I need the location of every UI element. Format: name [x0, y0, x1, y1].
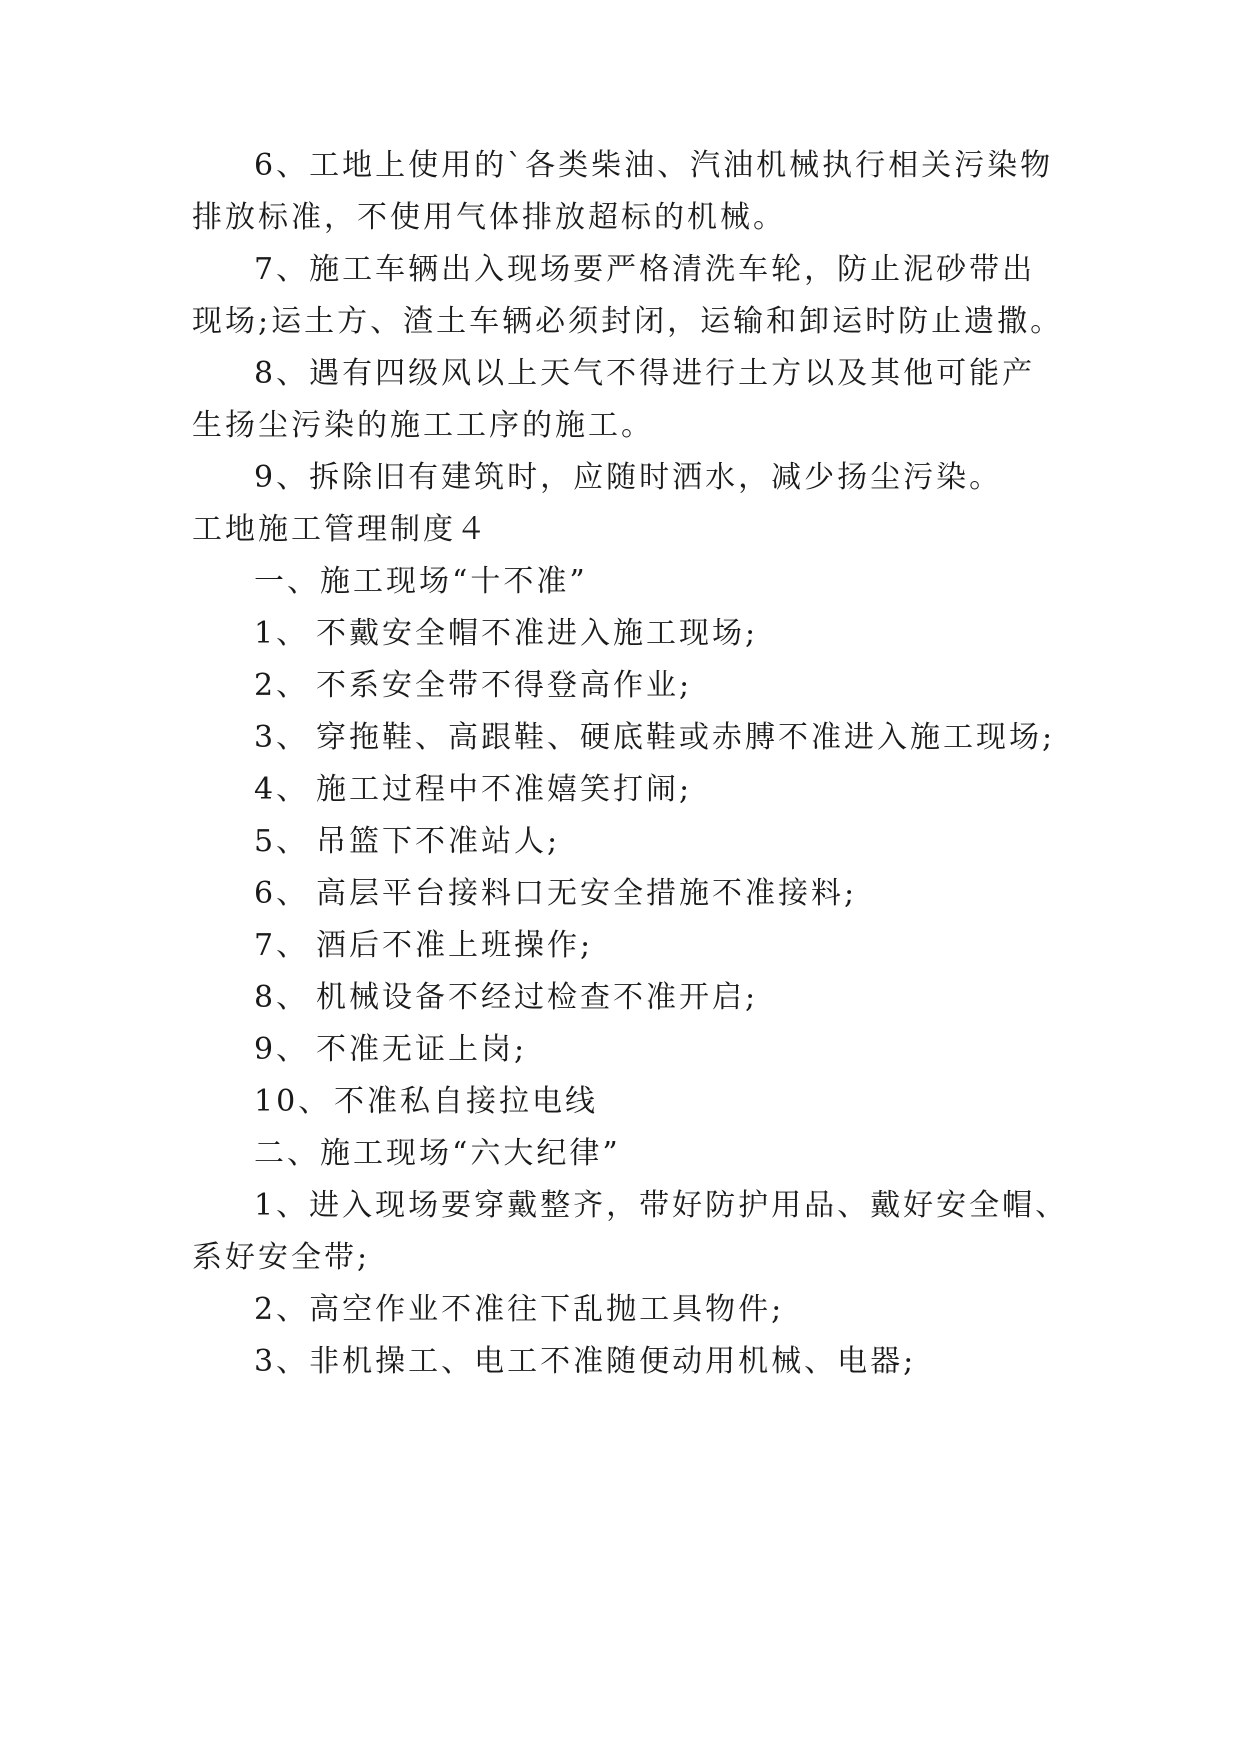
section-heading: 一、施工现场“十不准” — [254, 564, 588, 599]
paragraph-line: 3、非机操工、电工不准随便动用机械、电器; — [254, 1344, 917, 1379]
list-number: 10、 — [254, 1084, 332, 1119]
paragraph-line: 9、拆除旧有建筑时，应随时洒水，减少扬尘污染。 — [254, 460, 1003, 495]
paragraph-line: 6、工地上使用的`各类柴油、汽油机械执行相关污染物 — [254, 148, 1054, 183]
list-text: 高层平台接料口无安全措施不准接料; — [316, 876, 858, 911]
paragraph-line: 8、遇有四级风以上天气不得进行土方以及其他可能产 — [254, 356, 1036, 391]
list-text: 施工过程中不准嬉笑打闹; — [316, 772, 693, 807]
list-item — [254, 1030, 527, 1070]
paragraph-line: 2、高空作业不准往下乱抛工具物件; — [254, 1292, 785, 1327]
paragraph-line: 生扬尘污染的施工工序的施工。 — [192, 408, 654, 443]
list-text: 穿拖鞋、高跟鞋、硬底鞋或赤膊不准进入施工现场; — [316, 720, 1056, 755]
list-item — [254, 1082, 598, 1122]
paragraph-line: 排放标准，不使用气体排放超标的机械。 — [192, 200, 786, 235]
list-item — [254, 874, 857, 914]
list-item — [254, 822, 560, 862]
section-heading: 二、施工现场“六大纪律” — [254, 1136, 621, 1171]
list-number: 5、 — [254, 824, 310, 859]
list-text: 酒后不准上班操作; — [316, 928, 594, 963]
list-number: 1、 — [254, 616, 310, 651]
section-title: 工地施工管理制度４ — [192, 512, 489, 547]
list-number: 3、 — [254, 720, 310, 755]
list-item — [254, 770, 692, 810]
list-text: 机械设备不经过检查不准开启; — [316, 980, 759, 1015]
paragraph-line: 1、进入现场要穿戴整齐，带好防护用品、戴好安全帽、 — [254, 1188, 1069, 1223]
list-item — [254, 926, 593, 966]
list-number: 6、 — [254, 876, 310, 911]
paragraph-line: 7、施工车辆出入现场要严格清洗车轮，防止泥砂带出 — [254, 252, 1036, 287]
list-number: 4、 — [254, 772, 310, 807]
list-text: 不系安全带不得登高作业; — [316, 668, 693, 703]
list-text: 不准无证上岗; — [316, 1032, 528, 1067]
list-text: 不准私自接拉电线 — [334, 1084, 598, 1119]
list-text: 吊篮下不准站人; — [316, 824, 561, 859]
paragraph-line: 现场;运土方、渣土车辆必须封闭，运输和卸运时防止遗撒。 — [192, 304, 1064, 339]
list-item — [254, 614, 758, 654]
list-number: 2、 — [254, 668, 310, 703]
list-text: 不戴安全帽不准进入施工现场; — [316, 616, 759, 651]
list-item — [254, 718, 1055, 758]
paragraph-line: 系好安全带; — [192, 1240, 371, 1275]
list-number: 9、 — [254, 1032, 310, 1067]
list-number: 7、 — [254, 928, 310, 963]
list-item — [254, 978, 758, 1018]
list-item — [254, 666, 692, 706]
list-number: 8、 — [254, 980, 310, 1015]
